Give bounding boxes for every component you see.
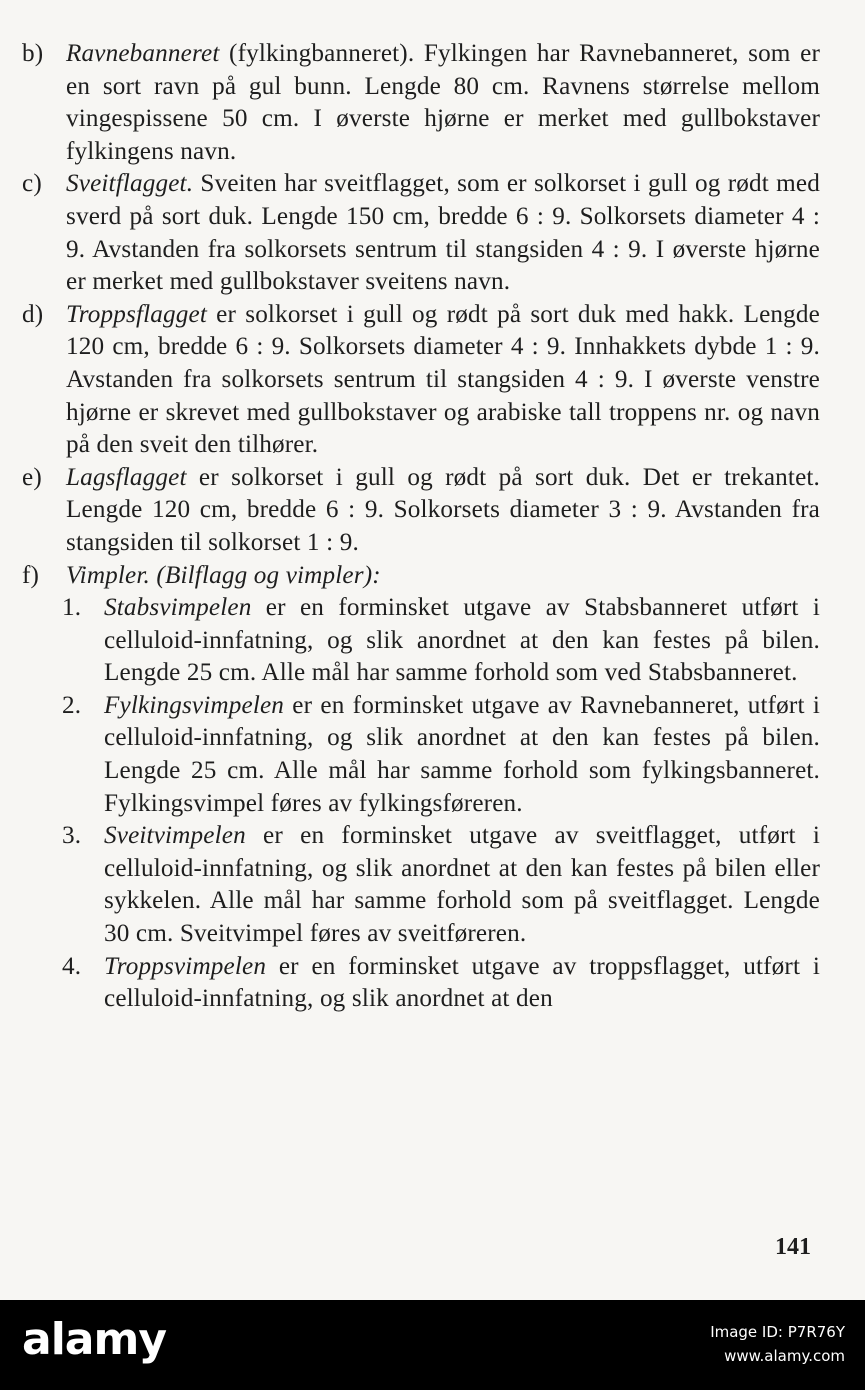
sub-item-body: er en forminsket utgave av troppsflagget, utført i celluloid-innfatning, og slik anordnet at den (104, 952, 820, 1013)
alamy-logo: alamy (22, 1314, 166, 1365)
item-title: Ravnebanneret (66, 40, 220, 67)
image-id-label: Image ID: P7R76Y (710, 1323, 845, 1341)
item-marker: d) (22, 300, 44, 328)
item-marker: e) (22, 463, 42, 491)
list-item-f (22, 560, 820, 593)
sub-item-marker: 3. (62, 822, 82, 850)
item-body: er solkorset i gull og rødt på sort duk med hakk. Lengde 120 cm, bredde 6 : 9. Solkorsets diameter 4 : 9. Innhakkets dybde 1 : 9. Avstanden fra solkorsets sentrum til stangsiden 4 : 9. I øverste venstre hjørne er skrevet med gullbokstaver og arabiske tall troppens nr. og navn på den sveit den tilhører. (66, 300, 820, 459)
watermark-footer (0, 1300, 865, 1390)
page-body-text (22, 38, 820, 1016)
sub-item-body: er en forminsket utgave av sveitflagget, utført i celluloid-innfatning, og slik anordnet at den kan festes på bilen eller sykkelen. Alle mål har samme forhold som på sveitflagget. Lengde 30 cm. Sveitvimpel føres av sveitføreren. (104, 822, 820, 948)
list-item-d (22, 299, 820, 462)
sub-item-1 (22, 592, 820, 690)
sub-item-title: Troppsvimpelen (104, 952, 267, 980)
item-marker: f) (22, 561, 40, 589)
sub-item-title: Stabsvimpelen (104, 594, 252, 622)
item-body: Sveiten har sveitflagget, som er solkorset i gull og rødt med sverd på sort duk. Lengde 150 cm, bredde 6 : 9. Solkorsets diameter 4 : 9. Avstanden fra solkorsets sentrum til stangsiden 4 : 9. I øverste hjørne er merket med gullbokstaver sveitens navn. (66, 170, 820, 296)
item-title: Troppsflagget (66, 300, 207, 328)
sub-item-title: Sveitvimpelen (104, 822, 246, 850)
image-id-block (710, 1320, 845, 1368)
list-item-c (22, 168, 820, 298)
item-marker: b) (22, 40, 44, 67)
item-body: (fylkingbanneret). Fylkingen har Ravnebanneret, som er en sort ravn på gul bunn. Lengde 80 cm. Ravnens størrelse mellom vingespissene 50 cm. I øverste hjørne er merket med gullbokstaver fylkingens navn. (66, 40, 820, 165)
list-item-b (22, 38, 820, 168)
sub-item-marker: 1. (62, 594, 82, 622)
list-item-e (22, 462, 820, 560)
sub-item-2 (22, 690, 820, 820)
item-title: Lagsflagget (66, 463, 187, 491)
sub-item-4 (22, 951, 820, 1016)
sub-item-marker: 2. (62, 691, 82, 719)
item-title: Vimpler. (Bilflagg og vimpler): (66, 561, 381, 589)
item-title: Sveitflagget. (66, 170, 194, 198)
page-number: 141 (775, 1234, 811, 1260)
item-marker: c) (22, 170, 42, 198)
sub-item-body: er en forminsket utgave av Stabsbanneret utført i celluloid-innfatning, og slik anordnet at den kan festes på bilen. Lengde 25 cm. Alle mål har samme forhold som ved Stabsbanneret. (104, 594, 820, 687)
sub-item-title: Fylkingsvimpelen (104, 691, 285, 719)
sub-item-marker: 4. (62, 952, 82, 980)
sub-item-3 (22, 820, 820, 950)
item-body: er solkorset i gull og rødt på sort duk. Det er trekantet. Lengde 120 cm, bredde 6 : 9. Solkorsets diameter 3 : 9. Avstanden fra stangsiden til solkorset 1 : 9. (66, 463, 820, 556)
site-url: www.alamy.com (724, 1347, 845, 1365)
sub-item-body: er en forminsket utgave av Ravnebanneret, utført i celluloid-innfatning, og slik anordnet at den kan festes på bilen. Lengde 25 cm. Alle mål har samme forhold som fylkingsbanneret. Fylkingsvimpel føres av fylkingsføreren. (104, 691, 820, 817)
